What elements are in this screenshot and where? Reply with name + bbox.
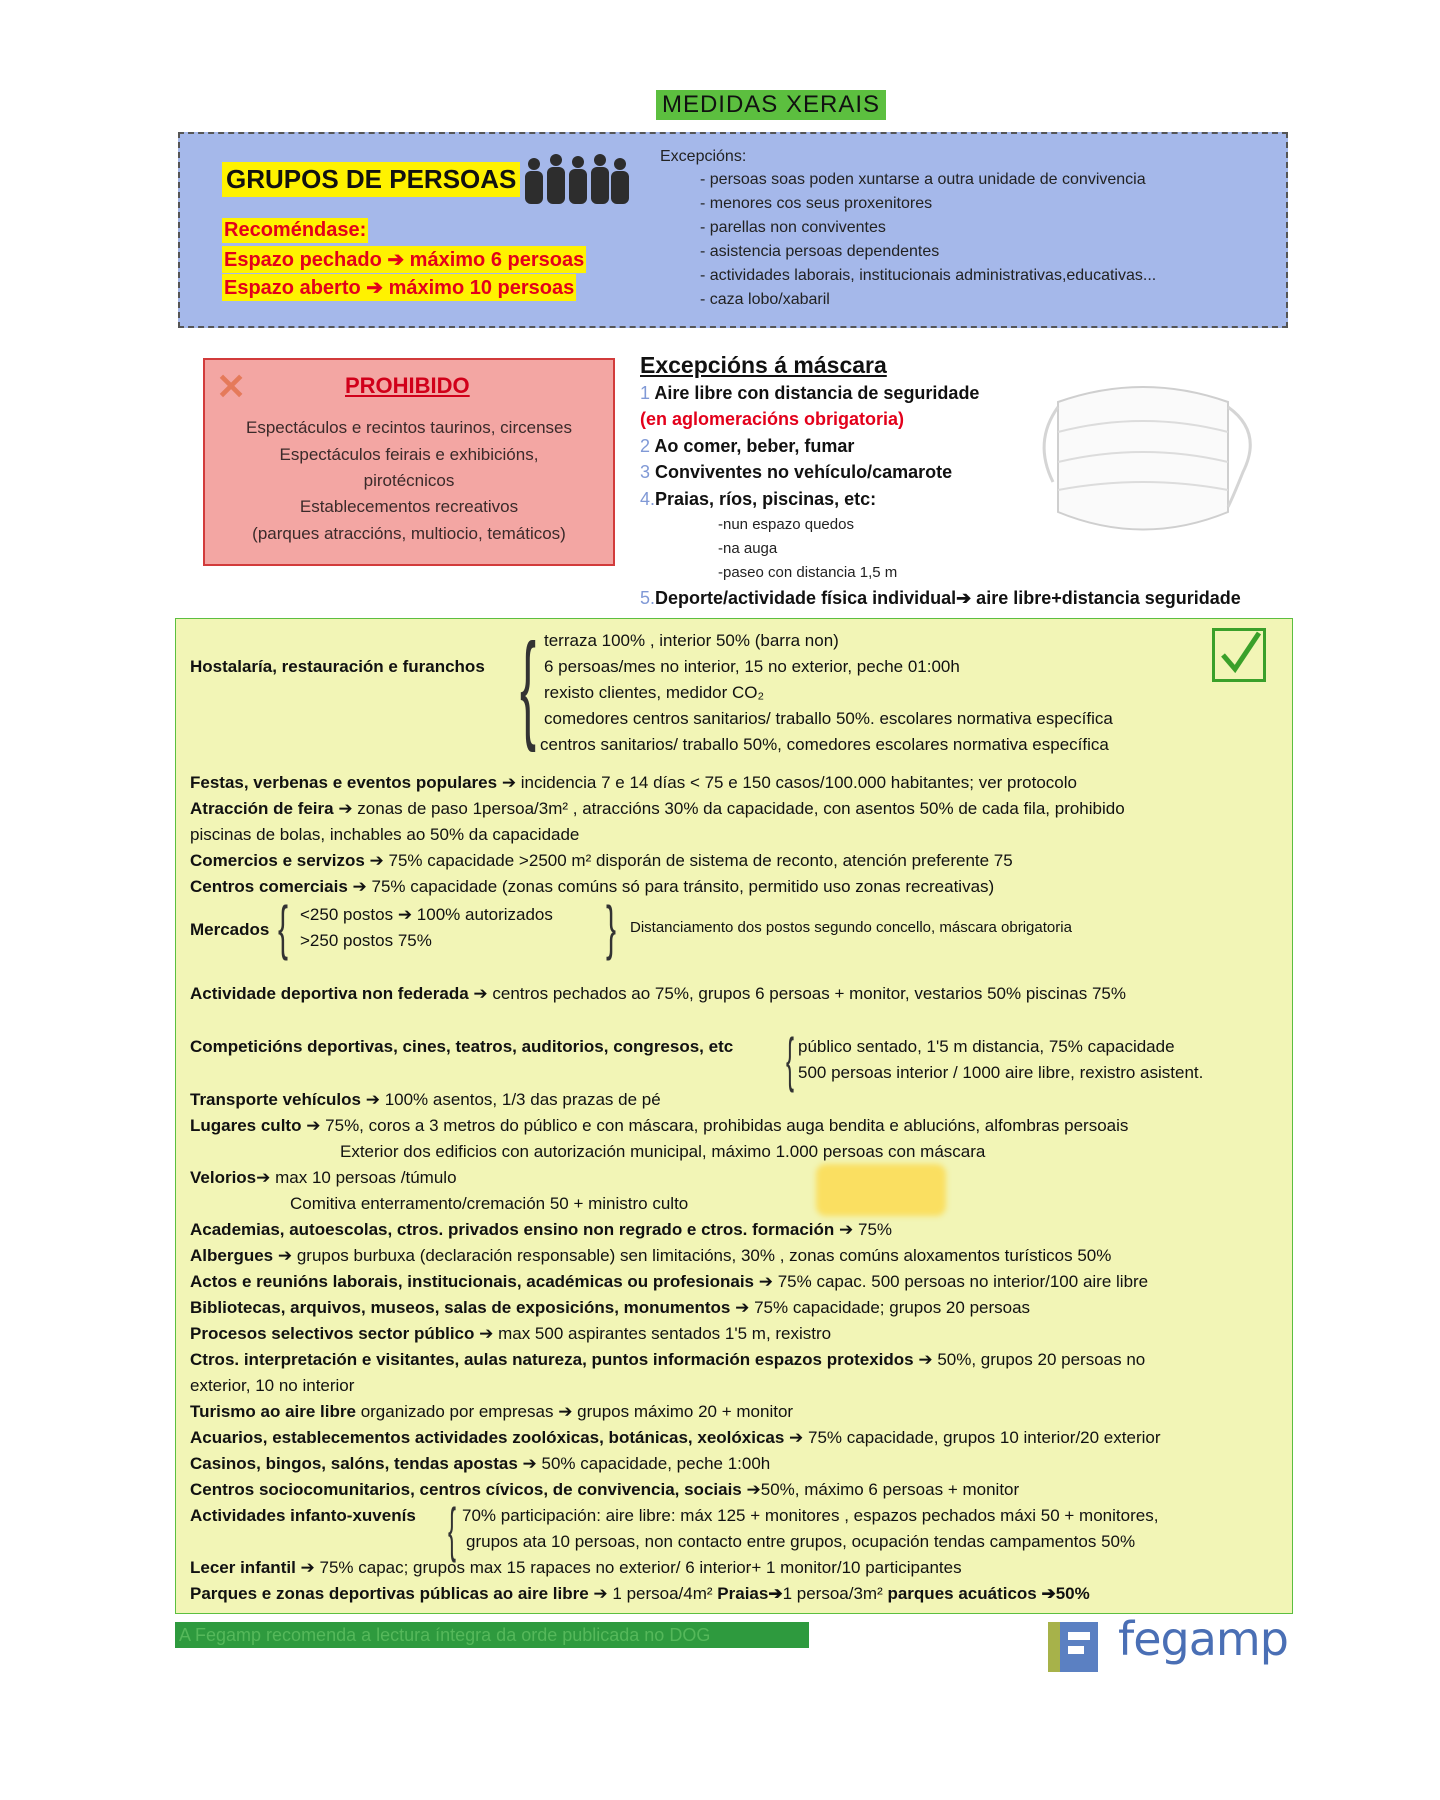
competicions-label: Competicións deportivas, cines, teatros, auditorios, congresos, etc	[190, 1037, 734, 1056]
centros-text: ➔ 75% capacidade (zonas comúns só para tránsito, permitido uso zonas recreativas)	[347, 877, 995, 896]
velorios-row-cont: Comitiva enterramento/cremación 50 + ministro culto	[290, 1194, 689, 1213]
culto-row	[190, 1115, 1128, 1137]
bibliotecas-label: Bibliotecas, arquivos, museos, salas de exposicións, monumentos	[190, 1298, 731, 1317]
albergues-text: ➔ grupos burbuxa (declaración responsable) sen limitacións, 30% , zonas comúns aloxamentos turísticos 50%	[273, 1246, 1112, 1265]
brace: }	[606, 894, 617, 961]
actos-text: ➔ 75% capac. 500 persoas no interior/100 aire libre	[754, 1272, 1149, 1291]
actos-row	[190, 1271, 1148, 1293]
turismo-text: organizado por empresas ➔ grupos máximo 20 + monitor	[355, 1402, 794, 1421]
casinos-text: ➔ 50% capacidade, peche 1:00h	[517, 1454, 771, 1473]
mask-item-text: Praias, ríos, piscinas, etc:	[655, 489, 877, 509]
exception-item: - asistencia persoas dependentes	[700, 243, 940, 260]
procesos-text: ➔ max 500 aspirantes sentados 1'5 m, rexistro	[474, 1324, 832, 1343]
competicions-line: público sentado, 1'5 m distancia, 75% capacidade	[798, 1037, 1175, 1056]
mercados-note: Distanciamento dos postos segundo concello, máscara obrigatoria	[630, 919, 1072, 936]
ctros-row-cont: exterior, 10 no interior	[190, 1376, 355, 1395]
casinos-label: Casinos, bingos, salóns, tendas apostas	[190, 1454, 518, 1473]
acuaticos-label: parques acuáticos ➔50%	[887, 1584, 1090, 1603]
deportiva-row	[190, 983, 1126, 1005]
open-space-rule: Espazo aberto ➔ máximo 10 persoas	[222, 274, 576, 301]
lecer-label: Lecer infantil	[190, 1558, 296, 1577]
casinos-row	[190, 1453, 770, 1475]
mask-item	[640, 588, 1241, 609]
prohibited-title: PROHIBIDO	[345, 373, 470, 398]
exception-item: - persoas soas poden xuntarse a outra unidade de convivencia	[700, 171, 1146, 188]
exception-item: - actividades laborais, institucionais administrativas,educativas...	[700, 267, 1157, 284]
culto-row-cont: Exterior dos edificios con autorización municipal, máximo 1.000 persoas con máscara	[340, 1142, 986, 1161]
acuarios-label: Acuarios, establecementos actividades zoolóxicas, botánicas, xeolóxicas	[190, 1428, 785, 1447]
brace: {	[520, 619, 537, 753]
praias-label: Praias➔	[717, 1584, 783, 1603]
feira-text: ➔ zonas de paso 1persoa/3m² , atraccións 30% da capacidade, con asentos 50% de cada fila, prohibido	[333, 799, 1125, 818]
infanto-line: 70% participación: aire libre: máx 125 + monitores , espazos pechados máxi 50 + monitores,	[462, 1506, 1159, 1525]
socio-label: Centros sociocomunitarios, centros cívicos, de convivencia, sociais	[190, 1480, 742, 1499]
competicions-line: 500 persoas interior / 1000 aire libre, rexistro asistent.	[798, 1063, 1204, 1082]
prohibited-line: (parques atraccións, multiocio, temáticos)	[252, 524, 566, 543]
comercios-row	[190, 850, 1013, 872]
velorios-label: Velorios	[190, 1168, 257, 1187]
mask-subitem: -nun espazo quedos	[718, 516, 854, 533]
hostel-line: rexisto clientes, medidor CO₂	[544, 683, 765, 702]
mercados-line: <250 postos ➔ 100% autorizados	[300, 905, 553, 924]
people-group-icon	[520, 150, 632, 206]
socio-text: ➔50%, máximo 6 persoas + monitor	[741, 1480, 1020, 1499]
page-title: MEDIDAS XERAIS	[656, 90, 886, 120]
brace: {	[278, 894, 289, 961]
centros-row	[190, 876, 994, 898]
mask-item-text: Aire libre con distancia de seguridade	[650, 383, 980, 403]
feira-row	[190, 798, 1125, 820]
actos-label: Actos e reunións laborais, institucionais, académicas ou profesionais	[190, 1272, 754, 1291]
mask-item	[640, 489, 876, 510]
transporte-row	[190, 1089, 661, 1111]
mask-item	[640, 409, 904, 430]
transporte-text: ➔ 100% asentos, 1/3 das prazas de pé	[361, 1090, 661, 1109]
academias-row	[190, 1219, 892, 1241]
comercios-label: Comercios e servizos	[190, 851, 365, 870]
culto-text: ➔ 75%, coros a 3 metros do público e con máscara, prohibidas auga bendita e ablucións, alfombras persoais	[301, 1116, 1129, 1135]
recommend-label: Recoméndase:	[224, 219, 367, 241]
brace: {	[448, 1496, 457, 1563]
bibliotecas-text: ➔ 75% capacidade; grupos 20 persoas	[730, 1298, 1031, 1317]
hostel-label: Hostalaría, restauración e furanchos	[190, 657, 485, 676]
velorios-row	[190, 1167, 457, 1189]
mask-subitem: -na auga	[718, 540, 778, 557]
bibliotecas-row	[190, 1297, 1030, 1319]
deportiva-label: Actividade deportiva non federada	[190, 984, 469, 1003]
exception-item: - parellas non conviventes	[700, 219, 886, 236]
academias-label: Academias, autoescolas, ctros. privados ensino non regrado e ctros. formación	[190, 1220, 835, 1239]
praias-text: 1 persoa/3m²	[782, 1584, 888, 1603]
highlight-smudge	[816, 1164, 946, 1216]
infanto-line: grupos ata 10 persoas, non contacto entre grupos, ocupación tendas campamentos 50%	[466, 1532, 1136, 1551]
mask-item	[640, 462, 952, 483]
turismo-label: Turismo ao aire libre	[190, 1402, 356, 1421]
mask-item-number: 5.	[640, 588, 656, 608]
brace: {	[786, 1026, 795, 1093]
acuarios-row	[190, 1427, 1161, 1449]
checkmark-icon	[1212, 628, 1266, 682]
groups-title: GRUPOS DE PERSOAS	[222, 162, 520, 197]
fegamp-logo-text: fegamp	[1118, 1612, 1288, 1666]
prohibited-line: pirotécnicos	[363, 471, 455, 490]
comercios-text: ➔ 75% capacidade >2500 m² disporán de sistema de reconto, atención preferente 75	[364, 851, 1013, 870]
mercados-line: >250 postos 75%	[300, 931, 432, 950]
culto-label: Lugares culto	[190, 1116, 302, 1135]
ctros-label: Ctros. interpretación e visitantes, aulas natureza, puntos información espazos protexidos	[190, 1350, 914, 1369]
mask-exceptions-title: Excepcións á máscara	[640, 352, 887, 378]
parques-row	[190, 1583, 1090, 1605]
exceptions-title: Excepcións:	[660, 148, 747, 165]
prohibited-x-icon: ✕	[216, 366, 247, 407]
feira-row-cont: piscinas de bolas, inchables ao 50% da capacidade	[190, 825, 580, 844]
exception-item: - menores cos seus proxenitores	[700, 195, 933, 212]
mask-item-number: 4.	[640, 489, 656, 509]
ctros-row	[190, 1349, 1145, 1371]
hostel-line: 6 persoas/mes no interior, 15 no exterior, peche 01:00h	[544, 657, 960, 676]
prohibited-line: Establecementos recreativos	[299, 497, 519, 516]
acuarios-text: ➔ 75% capacidade, grupos 10 interior/20 exterior	[784, 1428, 1161, 1447]
lecer-text: ➔ 75% capac; grupos max 15 rapaces no exterior/ 6 interior+ 1 monitor/10 participantes	[295, 1558, 962, 1577]
socio-row	[190, 1479, 1019, 1501]
prohibited-line: Espectáculos feirais e exhibicións,	[279, 445, 539, 464]
albergues-row	[190, 1245, 1111, 1267]
festas-text: ➔ incidencia 7 e 14 días < 75 e 150 casos/100.000 habitantes; ver protocolo	[497, 773, 1077, 792]
face-mask-icon	[1028, 362, 1258, 562]
mask-item	[640, 383, 979, 404]
parques-text: ➔ 1 persoa/4m²	[588, 1584, 718, 1603]
hostel-line: comedores centros sanitarios/ traballo 50%. escolares normativa específica	[544, 709, 1113, 728]
mask-item-number: 3	[640, 462, 651, 482]
hostel-line: terraza 100% , interior 50% (barra non)	[544, 631, 839, 650]
feira-label: Atracción de feira	[190, 799, 334, 818]
festas-label: Festas, verbenas e eventos populares	[190, 773, 498, 792]
footer-note: A Fegamp recomenda a lectura íntegra da orde publicada no DOG	[175, 1622, 809, 1648]
deportiva-text: ➔ centros pechados ao 75%, grupos 6 persoas + monitor, vestarios 50% piscinas 75%	[468, 984, 1126, 1003]
mask-item-number: 2	[640, 436, 651, 456]
infanto-label: Actividades infanto-xuvenís	[190, 1506, 416, 1525]
mask-item-text: Conviventes no vehículo/camarote	[650, 462, 953, 482]
fegamp-logo-icon	[1048, 1622, 1098, 1672]
mask-item-text: Deporte/actividade física individual➔ aire libre+distancia seguridade	[655, 588, 1241, 608]
mercados-label: Mercados	[190, 920, 270, 939]
closed-space-rule: Espazo pechado ➔ máximo 6 persoas	[222, 246, 586, 273]
turismo-row	[190, 1401, 793, 1423]
albergues-label: Albergues	[190, 1246, 274, 1265]
procesos-row	[190, 1323, 831, 1345]
hostel-line: centros sanitarios/ traballo 50%, comedores escolares normativa específica	[540, 735, 1109, 754]
academias-text: ➔ 75%	[834, 1220, 893, 1239]
prohibited-line: Espectáculos e recintos taurinos, circenses	[246, 418, 572, 437]
ctros-text: ➔ 50%, grupos 20 persoas no	[913, 1350, 1146, 1369]
lecer-row	[190, 1557, 962, 1579]
mask-item	[640, 436, 854, 457]
mask-item-number: 1	[640, 383, 651, 403]
mask-item-text: (en aglomeracións obrigatoria)	[640, 409, 905, 429]
transporte-label: Transporte vehículos	[190, 1090, 361, 1109]
festas-row	[190, 772, 1077, 794]
velorios-text: ➔ max 10 persoas /túmulo	[256, 1168, 457, 1187]
centros-label: Centros comerciais	[190, 877, 348, 896]
mask-subitem: -paseo con distancia 1,5 m	[718, 564, 898, 581]
mask-item-text: Ao comer, beber, fumar	[650, 436, 855, 456]
parques-label: Parques e zonas deportivas públicas ao aire libre	[190, 1584, 589, 1603]
exception-item: - caza lobo/xabaril	[700, 291, 830, 308]
procesos-label: Procesos selectivos sector público	[190, 1324, 475, 1343]
